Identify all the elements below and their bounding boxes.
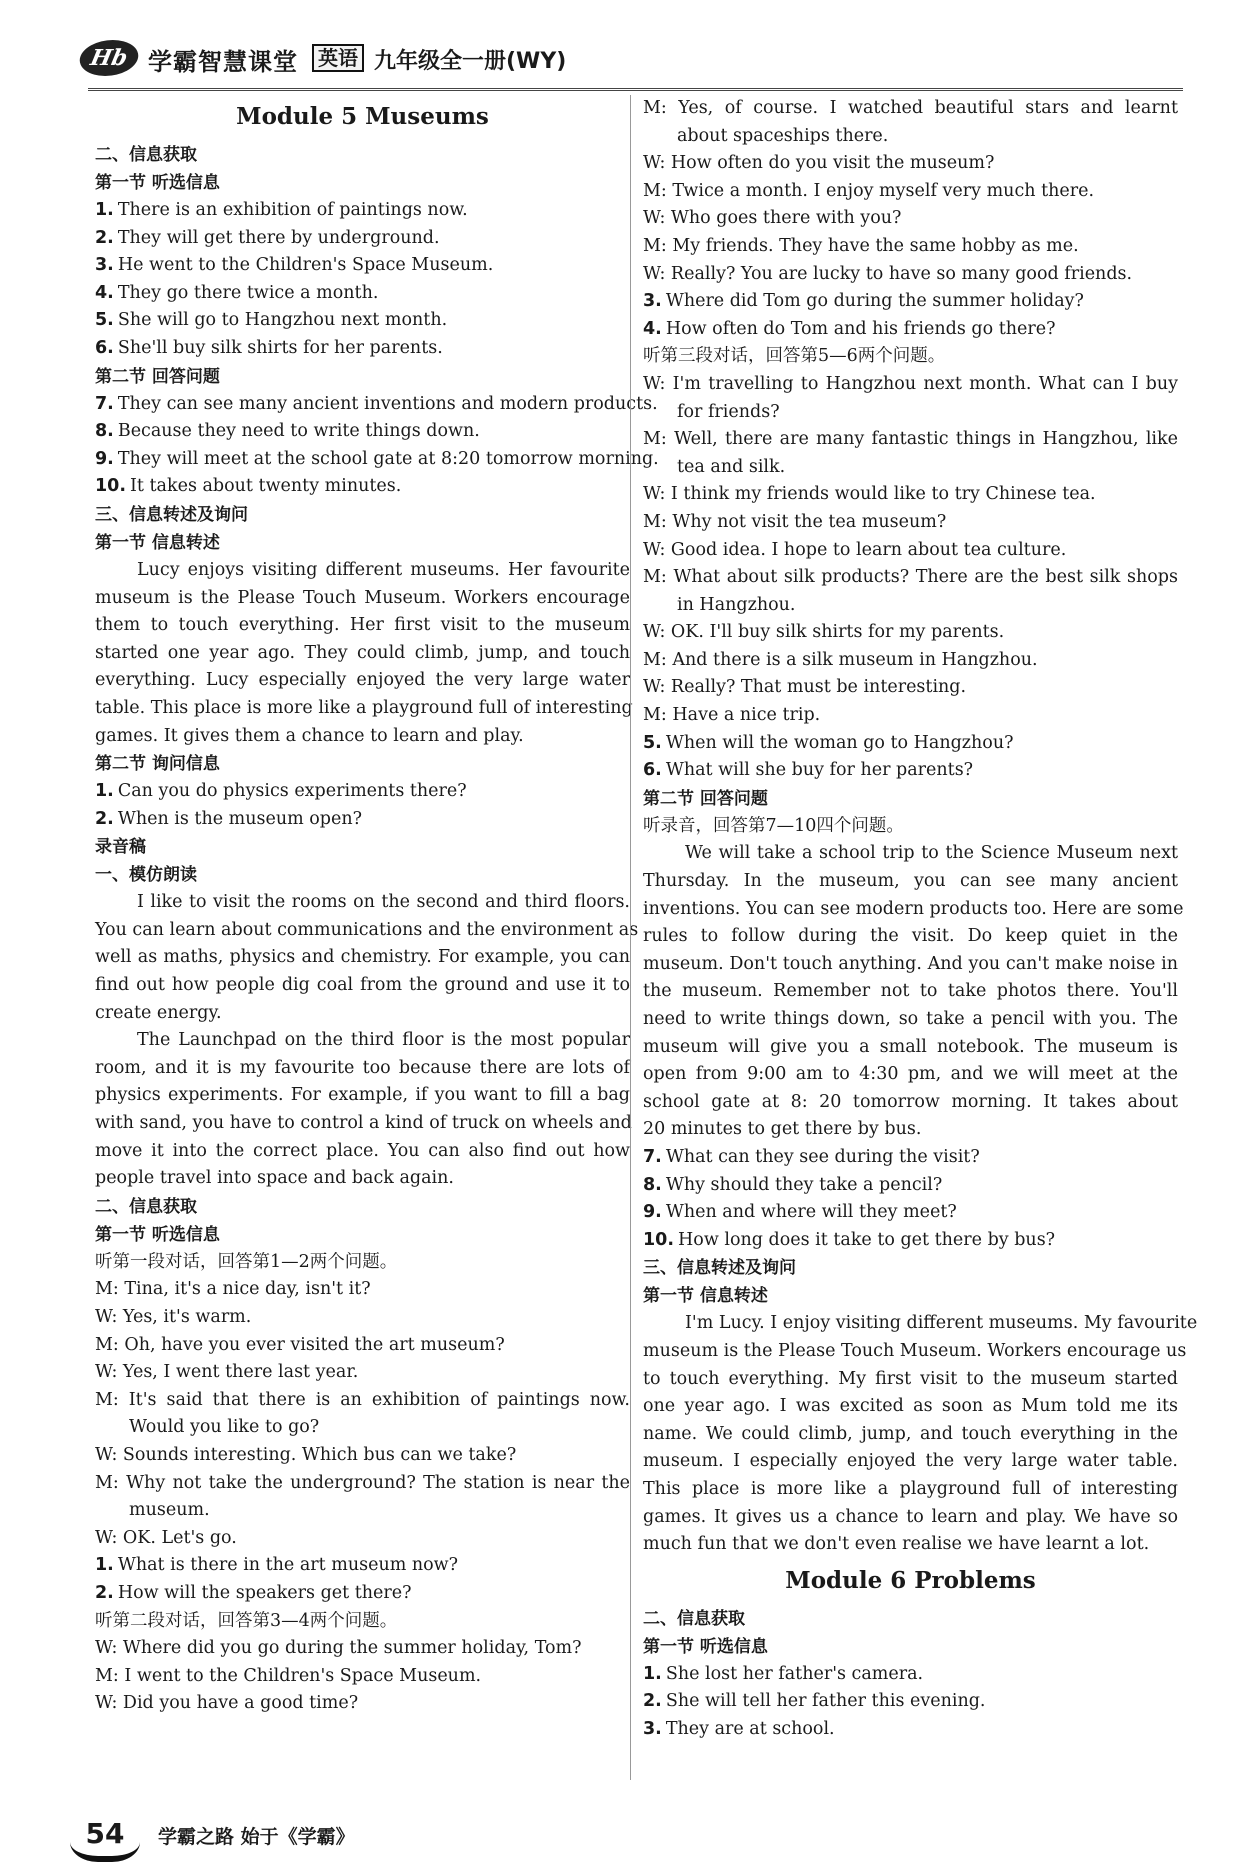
text-line: inventions. You can see modern products too. Here are some	[643, 898, 1184, 919]
module-heading: Module 6 Problems	[785, 1566, 1036, 1594]
text-line: about spaceships there.	[677, 125, 889, 146]
item-number: 1.	[95, 781, 114, 802]
section-heading: 第一节 听选信息	[95, 173, 220, 193]
item-number: 2.	[95, 227, 114, 248]
section-heading: 第二节 回答问题	[643, 788, 768, 809]
text-line: name. We could climb, jump, and touch everything in the	[643, 1423, 1178, 1444]
numbered-item	[95, 225, 630, 253]
item-text: When is the museum open?	[117, 808, 363, 829]
item-number: 6.	[643, 760, 662, 781]
text-line: M: Oh, have you ever visited the art museum?	[95, 1334, 505, 1355]
numbered-item	[95, 418, 630, 446]
text-line: museum. I especially enjoyed the very large water table.	[643, 1451, 1178, 1472]
brand-title: 学霸智慧课堂	[148, 48, 298, 76]
text-line: M: Yes, of course. I watched beautiful stars and learnt	[643, 98, 1178, 118]
text-line: museum. Don't touch anything. And you can't make noise in	[643, 953, 1178, 974]
section-heading: 三、信息转述及询问	[95, 504, 248, 525]
text-line: create energy.	[95, 1002, 222, 1023]
numbered-item	[643, 1144, 1178, 1172]
text-line: everything. Lucy especially enjoyed the very large water	[95, 670, 630, 691]
right-column	[643, 95, 1198, 1743]
module-heading: Module 5 Museums	[236, 103, 489, 130]
numbered-item	[95, 1580, 630, 1608]
item-text: What is there in the art museum now?	[117, 1555, 459, 1576]
text-line: M: What about silk products? There are the best silk shops	[643, 567, 1178, 588]
item-text: They will meet at the school gate at 8:20 tomorrow morning.	[117, 448, 659, 469]
item-text: There is an exhibition of paintings now.	[117, 200, 468, 220]
text-line: W: Yes, it's warm.	[95, 1307, 252, 1327]
text-line: W: Did you have a good time?	[95, 1693, 359, 1714]
item-number: 9.	[95, 448, 114, 469]
logo-icon: Hb	[76, 40, 142, 76]
item-number: 4.	[95, 282, 114, 303]
text-line: M: Why not take the underground? The station is near the	[95, 1472, 630, 1493]
text-line: games. It gives us a chance to learn and play. We have so	[643, 1506, 1178, 1527]
text-line: games. It gives them a chance to learn and play.	[95, 725, 524, 746]
numbered-item	[95, 335, 630, 363]
text-line: M: Tina, it's a nice day, isn't it?	[95, 1279, 371, 1300]
item-number: 9.	[643, 1202, 662, 1223]
item-number: 3.	[643, 291, 662, 312]
text-line: W: How often do you visit the museum?	[643, 153, 995, 174]
numbered-item	[95, 280, 630, 308]
item-text: What will she buy for her parents?	[665, 760, 974, 781]
numbered-item	[95, 806, 630, 834]
text-line: M: And there is a silk museum in Hangzhou.	[643, 649, 1038, 670]
item-number: 10.	[643, 1229, 675, 1250]
item-text: They go there twice a month.	[117, 282, 379, 303]
text-line: W: Really? You are lucky to have so many good friends.	[643, 263, 1133, 284]
text-line: for friends?	[677, 401, 780, 422]
item-number: 10.	[95, 476, 127, 497]
text-line: You can learn about communications and the environment as	[95, 919, 639, 940]
item-text: They will get there by underground.	[117, 227, 440, 248]
section-heading: 第一节 信息转述	[95, 532, 220, 553]
item-text: She lost her father's camera.	[665, 1663, 924, 1684]
item-text: She'll buy silk shirts for her parents.	[117, 337, 443, 358]
item-number: 1.	[643, 1663, 662, 1684]
numbered-item	[95, 446, 659, 474]
text-line: M: Why not visit the tea museum?	[643, 511, 947, 532]
subject-tag: 英语	[312, 44, 364, 72]
section-heading: 二、信息获取	[643, 1608, 745, 1629]
item-text: It takes about twenty minutes.	[130, 476, 402, 497]
section-heading: 第一节 听选信息	[95, 1224, 220, 1245]
numbered-item	[643, 757, 1178, 785]
text-line: W: OK. Let's go.	[95, 1527, 237, 1548]
text-line: W: Really? That must be interesting.	[643, 677, 967, 698]
item-text: She will go to Hangzhou next month.	[117, 310, 448, 331]
header-rule	[88, 88, 1183, 91]
text-line: W: Who goes there with you?	[643, 208, 902, 229]
item-number: 2.	[95, 808, 114, 829]
text-line: museum.	[129, 1500, 210, 1521]
numbered-item	[95, 307, 630, 335]
column-divider	[630, 95, 631, 1780]
text-line: need to write things down, so take a pencil with you. The	[643, 1009, 1178, 1029]
item-text: What can they see during the visit?	[665, 1146, 980, 1167]
text-line: M: Twice a month. I enjoy myself very much there.	[643, 180, 1095, 201]
item-number: 5.	[643, 732, 662, 753]
section-heading: 三、信息转述及询问	[643, 1258, 796, 1279]
text-line: I'm Lucy. I enjoy visiting different museums. My favourite	[685, 1313, 1198, 1334]
text-line: rules to follow during the visit. Do keep quiet in the	[643, 926, 1178, 947]
item-number: 6.	[95, 337, 114, 358]
text-line: I like to visit the rooms on the second and third floors.	[137, 892, 630, 913]
text-line: tea and silk.	[677, 456, 786, 477]
item-number: 3.	[95, 255, 114, 276]
text-line: 20 minutes to get there by bus.	[643, 1119, 922, 1140]
section-heading: 第二节 询问信息	[95, 754, 220, 775]
left-column	[95, 95, 659, 1718]
item-text: When will the woman go to Hangzhou?	[665, 732, 1014, 753]
text-line: W: I'm travelling to Hangzhou next month. What can I buy	[643, 373, 1178, 394]
text-line: M: Have a nice trip.	[643, 705, 821, 726]
item-number: 2.	[95, 1582, 114, 1603]
text-line: physics experiments. For example, if you want to fill a bag	[95, 1085, 630, 1106]
numbered-item	[643, 1661, 1178, 1689]
text-line: 听第一段对话，回答第1—2两个问题。	[95, 1251, 398, 1272]
text-line: 听第三段对话，回答第5—6两个问题。	[643, 346, 946, 367]
numbered-item	[643, 1199, 1178, 1227]
numbered-item	[95, 1552, 630, 1580]
item-text: Why should they take a pencil?	[665, 1174, 943, 1195]
numbered-item	[643, 288, 1178, 316]
numbered-item	[643, 1716, 1178, 1744]
text-line: with sand, you have to control a kind of truck on wheels and	[95, 1113, 632, 1134]
text-line: museum is the Please Touch Museum. Workers encourage us	[643, 1340, 1187, 1361]
item-number: 8.	[643, 1174, 662, 1195]
item-text: How long does it take to get there by bus?	[678, 1229, 1056, 1250]
text-line: open from 9:00 am to 4:30 pm, and we will meet at the	[643, 1064, 1178, 1085]
text-line: museum is the Please Touch Museum. Workers encourage	[95, 587, 630, 608]
item-text: They can see many ancient inventions and modern products.	[117, 393, 658, 414]
numbered-item	[643, 1227, 1178, 1255]
text-line: well as maths, physics and chemistry. For example, you can	[95, 947, 630, 968]
text-line: them to touch everything. Her first visit to the museum	[95, 615, 630, 636]
item-number: 1.	[95, 1555, 114, 1576]
text-line: We will take a school trip to the Science Museum next	[685, 843, 1178, 864]
page-footer	[70, 1812, 670, 1862]
text-line: in Hangzhou.	[677, 594, 796, 615]
page-number: 54	[70, 1812, 140, 1862]
item-text: How will the speakers get there?	[117, 1582, 412, 1603]
text-line: table. This place is more like a playground full of interesting	[95, 697, 633, 718]
text-line: W: Good idea. I hope to learn about tea culture.	[643, 539, 1067, 560]
section-heading: 第一节 听选信息	[643, 1636, 768, 1657]
item-text: When and where will they meet?	[665, 1202, 957, 1223]
item-number: 1.	[95, 200, 114, 220]
text-line: move it into the correct place. You can also find out how	[95, 1140, 630, 1161]
text-line: This place is more like a playground full of interesting	[643, 1478, 1178, 1499]
text-line: M: I went to the Children's Space Museum.	[95, 1665, 482, 1686]
numbered-item	[643, 1172, 1178, 1200]
text-line: M: Well, there are many fantastic things in Hangzhou, like	[643, 429, 1178, 450]
text-line: room, and it is my favourite too because there are lots of	[95, 1057, 630, 1078]
numbered-item	[95, 391, 658, 419]
text-line: W: Yes, I went there last year.	[95, 1362, 359, 1383]
numbered-item	[95, 197, 630, 225]
section-heading: 二、信息获取	[95, 145, 197, 165]
footer-slogan: 学霸之路 始于《学霸》	[158, 1826, 355, 1848]
item-text: Because they need to write things down.	[117, 421, 480, 442]
item-text: They are at school.	[665, 1718, 835, 1739]
text-line: W: Where did you go during the summer holiday, Tom?	[95, 1638, 582, 1659]
numbered-item	[643, 730, 1178, 758]
numbered-item	[95, 252, 630, 280]
text-line: much fun that we don't even realise we have learnt a lot.	[643, 1534, 1150, 1555]
text-line: W: Sounds interesting. Which bus can we take?	[95, 1444, 517, 1465]
numbered-item	[643, 316, 1178, 344]
numbered-item	[643, 1688, 1178, 1716]
text-line: W: I think my friends would like to try Chinese tea.	[643, 484, 1096, 505]
text-line: museum will give you a small notebook. The museum is	[643, 1036, 1178, 1057]
item-text: How often do Tom and his friends go there?	[665, 318, 1056, 339]
numbered-item	[95, 778, 630, 806]
text-line: M: My friends. They have the same hobby as me.	[643, 235, 1079, 256]
text-line: school gate at 8: 20 tomorrow morning. It takes about	[643, 1091, 1178, 1112]
item-number: 2.	[643, 1691, 662, 1712]
text-line: 听第二段对话，回答第3—4两个问题。	[95, 1610, 398, 1631]
item-number: 3.	[643, 1718, 662, 1739]
text-line: people travel into space and back again.	[95, 1168, 454, 1189]
item-number: 7.	[95, 393, 114, 414]
text-line: The Launchpad on the third floor is the most popular	[137, 1030, 630, 1051]
numbered-item	[95, 473, 630, 501]
section-heading: 二、信息获取	[95, 1196, 197, 1217]
item-number: 5.	[95, 310, 114, 331]
text-line: Thursday. In the museum, you can see many ancient	[643, 871, 1178, 892]
text-line: Lucy enjoys visiting different museums. Her favourite	[137, 559, 630, 580]
item-number: 8.	[95, 421, 114, 442]
grade-label: 九年级全一册(WY)	[374, 49, 567, 74]
text-line: one year ago. I was excited as soon as Mum told me its	[643, 1396, 1178, 1417]
page-header	[70, 34, 1190, 84]
item-text: She will tell her father this evening.	[665, 1691, 986, 1712]
section-heading: 录音稿	[95, 837, 146, 858]
text-line: 听录音，回答第7—10四个问题。	[643, 815, 904, 836]
text-line: find out how people dig coal from the ground and use it to	[95, 975, 630, 996]
text-line: M: It's said that there is an exhibition of paintings now.	[95, 1389, 630, 1410]
section-heading: 第一节 信息转述	[643, 1286, 768, 1307]
item-number: 7.	[643, 1146, 662, 1167]
section-heading: 第二节 回答问题	[95, 366, 220, 387]
text-line: W: OK. I'll buy silk shirts for my parents.	[643, 622, 1005, 643]
text-line: Would you like to go?	[129, 1417, 320, 1438]
item-text: He went to the Children's Space Museum.	[117, 255, 494, 276]
item-number: 4.	[643, 318, 662, 339]
item-text: Can you do physics experiments there?	[117, 781, 467, 802]
item-text: Where did Tom go during the summer holiday?	[665, 291, 1084, 312]
text-line: started one year ago. They could climb, jump, and touch	[95, 642, 630, 663]
text-line: the museum. Remember not to take photos there. You'll	[643, 981, 1178, 1002]
text-line: to touch everything. My first visit to the museum started	[643, 1368, 1178, 1389]
section-heading: 一、模仿朗读	[95, 865, 197, 886]
